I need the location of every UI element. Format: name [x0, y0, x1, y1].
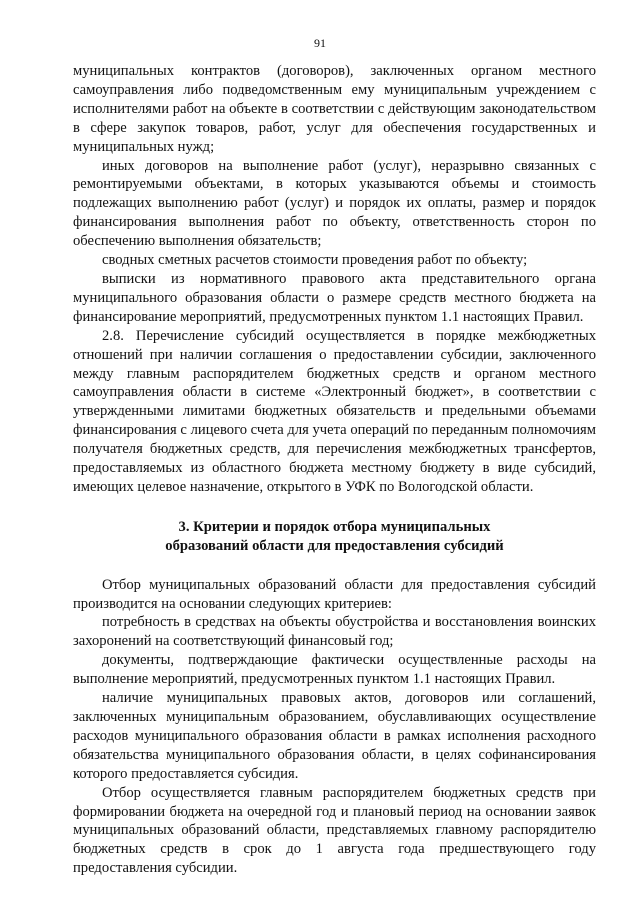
paragraph: муниципальных контрактов (договоров), заключенных органом местного самоуправления либо подведомственным ему муниципальным учреждением с исполнителями работ на объекте в соответствии с действующим законодательством в сфере закупок товаров, работ, услуг для обеспечения государственных и муниципальных нужд; — [73, 63, 596, 155]
paragraph: сводных сметных расчетов стоимости проведения работ по объекту; — [102, 252, 528, 269]
paragraphs-after-heading — [73, 576, 596, 879]
paragraph: документы, подтверждающие фактически осуществленные расходы на выполнение мероприятий, предусмотренных пунктом 1.1 настоящих Правил. — [73, 652, 596, 688]
paragraph: потребность в средствах на объекты обустройства и восстановления воинских захоронений на соответствующий финансовый год; — [73, 614, 596, 650]
paragraph: 2.8. Перечисление субсидий осуществляется в порядке межбюджетных отношений при наличии соглашения о предоставлении субсидии, заключенного между главным распорядителем бюджетных средств и органом местного самоуправления области в системе «Электронный бюджет», в соответствии с утвержденными лимитами бюджетных обязательств и предельными объемами финансирования с лицевого счета для учета операций по переданным полномочиям получателя бюджетных средств, для перечисления межбюджетных трансфертов, предоставляемых из областного бюджета местному бюджету в виде субсидий, имеющих целевое назначение, открытого в УФК по Вологодской области. — [73, 327, 596, 495]
paragraph: Отбор осуществляется главным распорядителем бюджетных средств при формировании бюджета на очередной год и плановый период на основании заявок муниципальных образований области, представляемых главному распорядителю бюджетных средств в срок до 1 августа года предшествующего году предоставления субсидии. — [73, 784, 596, 877]
paragraph: иных договоров на выполнение работ (услуг), неразрывно связанных с ремонтируемыми объектами, в которых указываются объемы и стоимость подлежащих выполнению работ (услуг) и порядок их оплаты, размер и порядок финансирования выполнения работ по объекту, ответственность сторон по обеспечению выполнения обязательств; — [73, 157, 596, 250]
paragraphs-before-heading — [73, 62, 596, 497]
page-number: 91 — [314, 36, 326, 50]
section-heading-line-2: образований области для предоставления субсидий — [165, 537, 504, 554]
section-heading — [73, 518, 596, 556]
paragraph: наличие муниципальных правовых актов, договоров или соглашений, заключенных муниципальным образованием, обуславливающих осуществление расходов муниципального образования области в рамках исполнения расходного обязательства муниципального образования области, в целях софинансирования которого предоставляется субсидия. — [73, 690, 596, 782]
document-body — [73, 62, 596, 878]
paragraph: выписки из нормативного правового акта представительного органа муниципального образования области о размере средств местного бюджета на финансирование мероприятий, предусмотренных пунктом 1.1 настоящих Правил. — [73, 270, 596, 325]
section-heading-line-1: 3. Критерии и порядок отбора муниципальных — [178, 518, 491, 535]
paragraph: Отбор муниципальных образований области для предоставления субсидий производится на основании следующих критериев: — [73, 576, 596, 612]
